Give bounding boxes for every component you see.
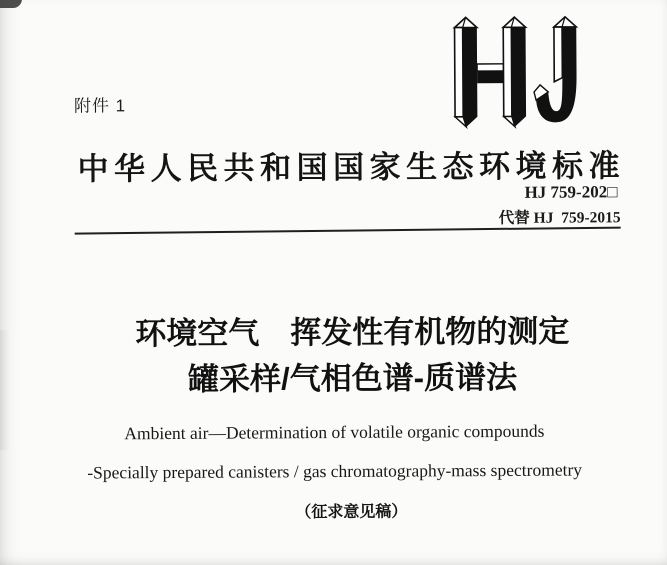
subject-title-en-line1: Ambient air—Determination of volatile organic compounds (124, 420, 545, 444)
hj-logo-icon (448, 14, 591, 131)
subject-title-cn-line2: 罐采样/气相色谱-质谱法 (188, 359, 518, 397)
subject-title-cn-line1: 环境空气 挥发性有机物的测定 (135, 313, 570, 352)
hj-logo (448, 14, 591, 131)
attachment-label: 附件 1 (73, 96, 127, 116)
supersedes-note: 代替 HJ 759-2015 (498, 209, 621, 227)
draft-status-note: （征求意见稿） (295, 503, 408, 522)
page-title: 中华人民共和国国家生态环境标准 (77, 148, 626, 187)
standard-number: HJ 759-202□ (524, 182, 618, 202)
header-rule (75, 227, 621, 235)
subject-title-en-line2: -Specially prepared canisters / gas chromatography-mass spectrometry (87, 459, 583, 483)
